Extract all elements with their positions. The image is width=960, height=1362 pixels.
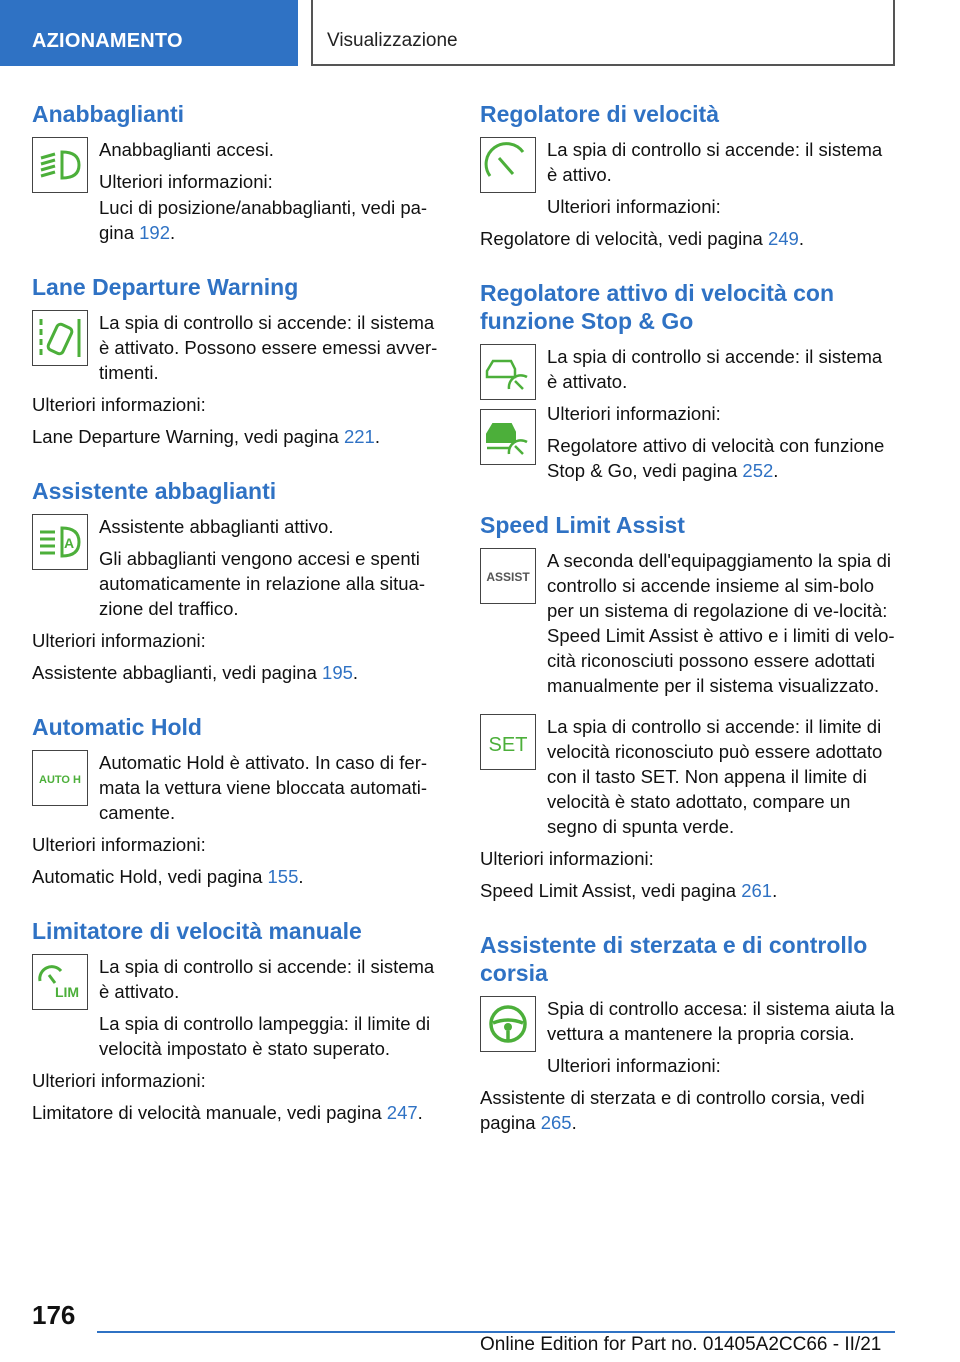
section-title: Assistente abbaglianti (32, 478, 277, 504)
svg-text:SET: SET (488, 734, 528, 756)
steering-assist-icon (480, 996, 536, 1052)
page-number: 176 (32, 1300, 76, 1330)
section-title: Regolatore attivo di velocità con funzione Stop & Go (480, 280, 835, 334)
section-title: Speed Limit Assist (480, 512, 685, 538)
body-text: La spia di controllo si accende: il sistema è attivato. Possono essere emessi avver-timenti. (99, 312, 438, 383)
section-title: Limitatore di velocità manuale (32, 918, 362, 944)
section-title: Regolatore di velocità (480, 101, 720, 127)
lane-departure-icon (32, 310, 88, 366)
auto-hold-icon (32, 750, 88, 806)
page-link[interactable]: 261 (741, 880, 773, 901)
body-text: La spia di controllo si accende: il sistema è attivo. (547, 139, 883, 185)
low-beam-icon (32, 137, 88, 193)
page-link[interactable]: 252 (742, 460, 774, 481)
high-beam-assist-icon (32, 514, 88, 570)
section-steering-assist (480, 931, 896, 1135)
body-text: La spia di controllo lampeggia: il limite di velocità impostato è stato superato. (99, 1013, 431, 1059)
section-title: Anabbaglianti (32, 101, 185, 127)
page-link[interactable]: 195 (322, 662, 353, 683)
footer-divider (97, 1331, 895, 1333)
reference: Limitatore di velocità manuale, vedi pagina 247. (32, 1102, 423, 1123)
section-high-beam-assist (32, 477, 442, 685)
chapter-frame (311, 0, 895, 66)
cruise-control-icon (480, 137, 536, 193)
chapter-label: Visualizzazione (327, 30, 458, 51)
svg-text:ASSIST: ASSIST (486, 570, 530, 584)
body-text: La spia di controllo si accende: il limite di velocità riconosciuto può essere adottato con il tasto SET. Non appena il limite di velocità è stato adottato, compare un segno di spunta verde. (547, 716, 883, 837)
page-link[interactable]: 249 (767, 228, 799, 249)
section-active-cruise (480, 279, 896, 483)
section-tab (0, 0, 298, 66)
page-link[interactable]: 221 (343, 426, 375, 447)
reference: Luci di posizione/anabbaglianti, vedi pa-gina 192. (99, 197, 428, 243)
body-text: Ulteriori informazioni: (547, 1055, 721, 1076)
body-text: Ulteriori informazioni: (547, 403, 721, 424)
edition-note: Online Edition for Part no. 01405A2CC66 - II/21 (480, 1334, 882, 1355)
body-text: Ulteriori informazioni: (547, 196, 721, 217)
section-speed-limiter (32, 917, 442, 1125)
body-text: La spia di controllo si accende: il sistema è attivato. (547, 346, 883, 392)
active-cruise-icon (480, 344, 536, 400)
section-cruise-control (480, 100, 896, 251)
section-speed-limit-assist (480, 511, 896, 903)
section-label: AZIONAMENTO (32, 30, 183, 52)
section-title: Lane Departure Warning (32, 274, 299, 300)
page-link[interactable]: 155 (267, 866, 299, 887)
reference: Assistente abbaglianti, vedi pagina 195. (32, 662, 359, 683)
reference: Regolatore di velocità, vedi pagina 249. (480, 228, 804, 249)
body-text: Assistente abbaglianti attivo. (99, 516, 334, 537)
body-text: Ulteriori informazioni: (480, 848, 654, 869)
page-link[interactable]: 247 (386, 1102, 418, 1123)
body-text: Ulteriori informazioni: (32, 394, 206, 415)
reference: Automatic Hold, vedi pagina 155. (32, 866, 304, 887)
body-text: A seconda dell'equipaggiamento la spia di controllo si accende insieme al sim-bolo per un sistema di regolazione di ve-locità: Speed Limit Assist è attivo e i limiti di velo-cità riconosciuti possono essere adottati manualmente per il sistema visualizzato. (547, 550, 895, 696)
active-cruise-vehicle-icon (480, 409, 536, 465)
page-link[interactable]: 192 (139, 222, 170, 243)
reference: Assistente di sterzata e di controllo corsia, vedi pagina 265. (480, 1087, 865, 1133)
body-text: Spia di controllo accesa: il sistema aiuta la vettura a mantenere la propria corsia. (547, 998, 895, 1044)
body-text: Ulteriori informazioni: (32, 630, 206, 651)
body-text: La spia di controllo si accende: il sistema è attivato. (99, 956, 435, 1002)
reference: Speed Limit Assist, vedi pagina 261. (480, 880, 778, 901)
svg-text:LIM: LIM (54, 984, 80, 1000)
assist-icon (480, 548, 536, 604)
svg-text:A: A (64, 535, 75, 551)
page-header (0, 0, 960, 66)
reference: Regolatore attivo di velocità con funzione Stop & Go, vedi pagina 252. (547, 435, 885, 481)
section-title: Automatic Hold (32, 714, 202, 740)
body-text: Gli abbaglianti vengono accesi e spenti automaticamente in relazione alla situa-zione del traffico. (99, 548, 425, 619)
body-text: Automatic Hold è attivato. In caso di fer-mata la vettura viene bloccata automati-camente. (99, 752, 428, 823)
section-lane-departure (32, 273, 442, 449)
speed-limiter-icon (32, 954, 88, 1010)
section-automatic-hold (32, 713, 442, 889)
set-icon (480, 714, 536, 770)
right-column (480, 100, 896, 1142)
page-link[interactable]: 265 (540, 1112, 572, 1133)
left-column (32, 100, 442, 1132)
body-text: Ulteriori informazioni: (32, 834, 206, 855)
section-low-beam (32, 100, 442, 245)
body-text: Ulteriori informazioni: (99, 171, 273, 192)
body-text: Ulteriori informazioni: (32, 1070, 206, 1091)
section-title: Assistente di sterzata e di controllo corsia (480, 932, 868, 986)
svg-text:AUTO H: AUTO H (39, 774, 81, 786)
body-text: Anabbaglianti accesi. (99, 139, 274, 160)
reference: Lane Departure Warning, vedi pagina 221. (32, 426, 380, 447)
